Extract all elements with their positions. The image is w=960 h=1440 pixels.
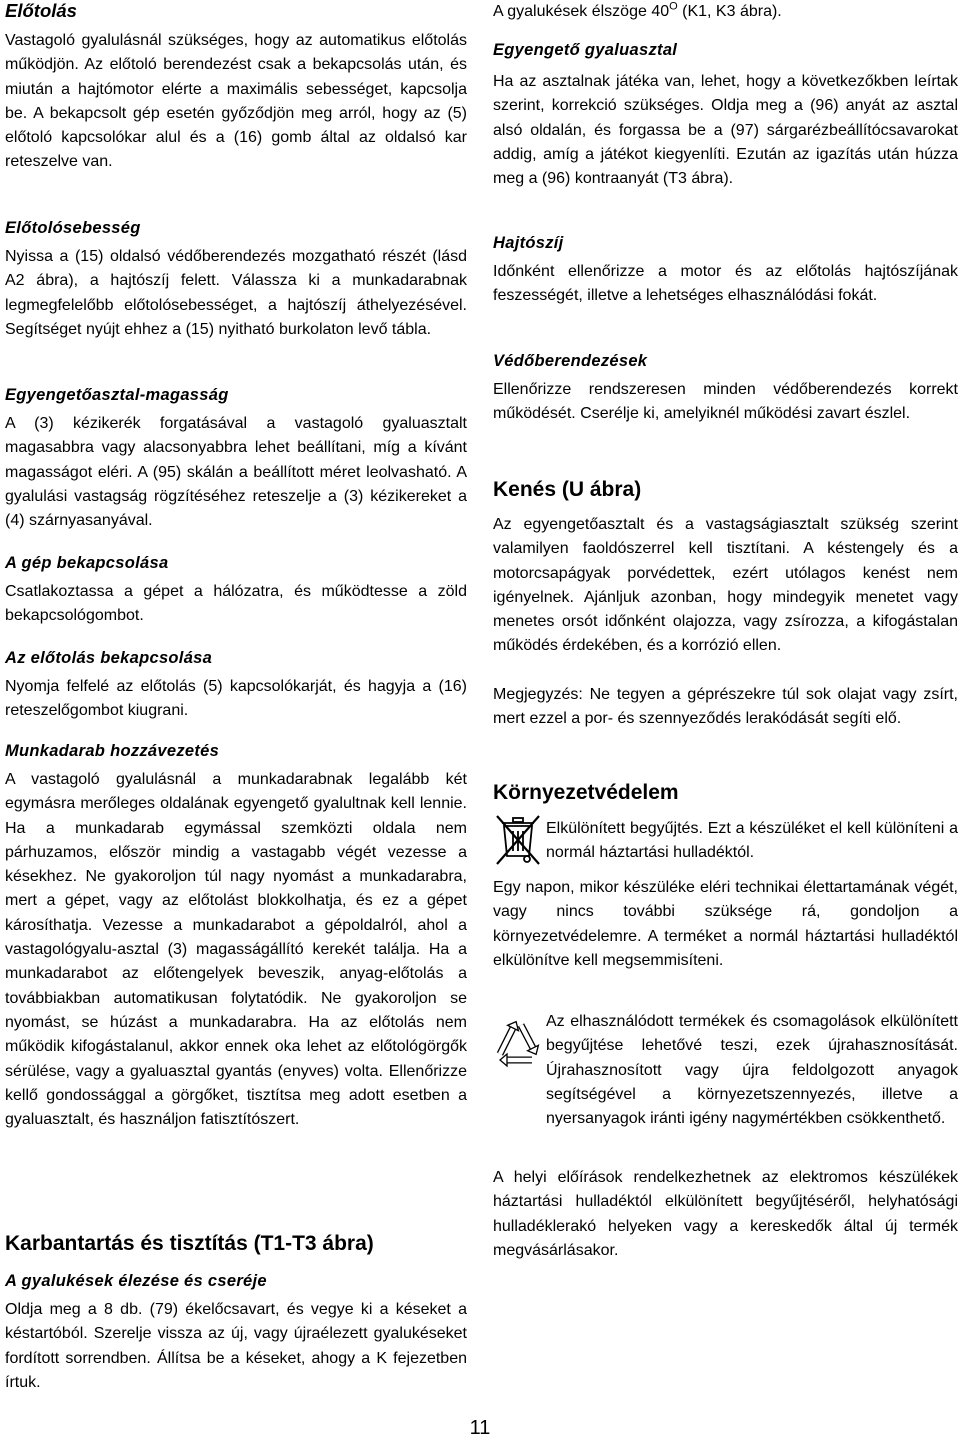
paragraph-feed-speed: Nyissa a (15) oldalsó védőberendezés mozgatható részét (lásd A2 ábra), a hajtószíj felett. Válassza ki a munkadarabnak legmegfelelőbb előtolósebességet, a hajtószíj áthelyezésével. Segítséget nyújt ehhez a (15) nyitható burkolaton levő tábla. xyxy=(5,248,467,338)
paragraph-planer-table: Ha az asztalnak játéka van, lehet, hogy a következőkben leírtak szerint, korrekció szükséges. Oldja meg a (96) anyát az asztal alsó oldalán, és forgassa be a (97) sárgarézbeállítócsavarokat addig, amíg a játékot kiegyenlíti. Ezután az igazítás után húzza meg a (96) kontraanyát (T3 ábra). xyxy=(493,73,958,188)
paragraph-feed-on: Nyomja felfelé az előtolás (5) kapcsolókarját, és hagyja a (16) reteszelőgombot kiugrani. xyxy=(5,678,467,720)
heading-switch-on: A gép bekapcsolása xyxy=(5,554,169,572)
heading-environment: Környezetvédelem xyxy=(493,781,679,804)
paragraph-feed: Vastagoló gyalulásnál szükséges, hogy az automatikus előtolás működjön. Az előtoló berendezést csak a bekapcsolás után, és miután a hajtómotor elérte a maximális sebességet, kapcsolja be. A bekapcsolt gép esetén győződjön meg arról, hogy az (5) előtoló kapcsolókar alul és a (16) gomb által az oldalsó kar reteszelve van. xyxy=(5,32,467,171)
paragraph-guards: Ellenőrizze rendszeresen minden védőberendezés korrekt működését. Cserélje ki, amelyiknél működési zavart észlel. xyxy=(493,381,958,423)
heading-feed: Előtolás xyxy=(5,0,77,21)
page-number: 11 xyxy=(469,1417,491,1439)
heading-guards: Védőberendezések xyxy=(493,352,648,370)
crossed-out-wheelie-bin-icon xyxy=(491,811,545,867)
paragraph-blade-angle xyxy=(493,0,958,24)
heading-table-height: Egyengetőasztal-magasság xyxy=(5,386,229,404)
paragraph-table-height: A (3) kézikerék forgatásával a vastagoló gyaluasztalt magasabbra vagy alacsonyabbra lehet beállítani, míg a kívánt magasságot eléri. A (95) skálán a beállított méret leolvasható. A gyalulási vastagság rögzítéséhez reteszelje a (3) kézikereket a (4) szárnyasanyával. xyxy=(5,415,467,530)
degree-superscript: O xyxy=(669,0,678,13)
paragraph-workpiece: A vastagoló gyalulásnál a munkadarabnak legalább két egymásra merőleges oldalának egyengető gyalultnak kell lennie. Ha a munkadarab egymással szemközti oldala nem párhuzamos, először mindig a vastagabb végét vezesse a késekhez. Ne gyakoroljon túl nagy nyomást a munkadarabra, mert a gépet, vagy az előtolást blokkolhatja, és ez a gépet károsíthatja. Vezesse a munkadarabot a gépoldalról, ahol a vastagológyalu-asztal (3) magasságállító kerekét találja. Ha a munkadarabot az előtengelyek beveszik, anyag-előtolás a továbbiakban automatikusan folytatódik. Ne gyakoroljon se nyomást, se húzást a munkadarabra. Ha az előtolás nem működik kifogástalanul, akkor ennek oka lehet az előtológörgők sérülése, vagy a gyaluasztal gyantás (enyves) volta. Ellenőrizze kellő gondossággal a görgőket, tisztítsa meg adott esetben a gyaluasztalt, és használjon fatisztítószert. xyxy=(5,771,467,1129)
paragraph-recycling: Az elhasználódott termékek és csomagolások elkülönített begyűjtése lehetővé teszi, ezek újrahasznosítását. Újrahasznosított vagy újra feldolgozott anyagok segítségével a környezetszennyezés, illetve a nyersanyagok iránti igény nagymértékben csökkenthető. xyxy=(546,1013,958,1128)
paragraph-blades: Oldja meg a 8 db. (79) ékelőcsavart, és vegye ki a késeket a késtartóból. Szerelje vissza az új, vagy újraélezett gyalukéseket fordított sorrendben. Állítsa be a késeket, ahogy a K fejezetben írtuk. xyxy=(5,1301,467,1391)
paragraph-belt: Időnként ellenőrizze a motor és az előtolás hajtószíjának feszességét, illetve a lehetséges elhasználódási fokát. xyxy=(493,263,958,305)
heading-feed-on: Az előtolás bekapcsolása xyxy=(5,649,213,667)
heading-blades: A gyalukések élezése és cseréje xyxy=(5,1272,267,1290)
heading-lubrication: Kenés (U ábra) xyxy=(493,478,642,501)
blade-angle-text: A gyalukések élszöge 40 xyxy=(493,3,670,20)
paragraph-local-rules: A helyi előírások rendelkezhetnek az elektromos készülékek háztartási hulladéktól elkülönített begyűjtéséről, helyhatósági hulladéklerakó helyeken vagy a kereskedők által új termék megvásárlásakor. xyxy=(493,1169,958,1259)
heading-feed-speed: Előtolósebesség xyxy=(5,219,141,237)
heading-planer-table: Egyengető gyaluasztal xyxy=(493,41,678,59)
heading-maintenance: Karbantartás és tisztítás (T1-T3 ábra) xyxy=(5,1232,374,1255)
paragraph-switch-on: Csatlakoztassa a gépet a hálózatra, és működtesse a zöld bekapcsológombot. xyxy=(5,583,467,625)
heading-belt: Hajtószíj xyxy=(493,234,564,252)
blade-angle-suffix: (K1, K3 ábra). xyxy=(677,3,782,20)
heading-workpiece: Munkadarab hozzávezetés xyxy=(5,742,220,760)
paragraph-lubrication: Az egyengetőasztalt és a vastagságiasztalt szükség szerint valamilyen faoldószerrel kell tisztítani. A késtengely és a motorcsapágyak porvédettek, ezért utólagos kenést nem igényelnek. Ajánljuk azonban, hogy mindegyik menetet vagy menetes orsót időnként olajozza, vagy zsírozza, a kifogástalan működés érdekében, és a korrózió ellen. xyxy=(493,516,958,655)
recycle-icon xyxy=(491,1010,543,1072)
paragraph-note: Megjegyzés: Ne tegyen a géprészekre túl sok olajat vagy zsírt, mert ezzel a por- és szennyeződés lerakódását segíti elő. xyxy=(493,686,958,728)
paragraph-disposal: Egy napon, mikor készüléke eléri technikai élettartamának végét, vagy nincs további szüksége rá, gondoljon a környezetvédelemre. A terméket a normál háztartási hulladéktól elkülönítve kell megsemmisíteni. xyxy=(493,879,958,969)
paragraph-separate-collection: Elkülönített begyűjtés. Ezt a készüléket el kell különíteni a normál háztartási hulladéktól. xyxy=(546,820,958,862)
